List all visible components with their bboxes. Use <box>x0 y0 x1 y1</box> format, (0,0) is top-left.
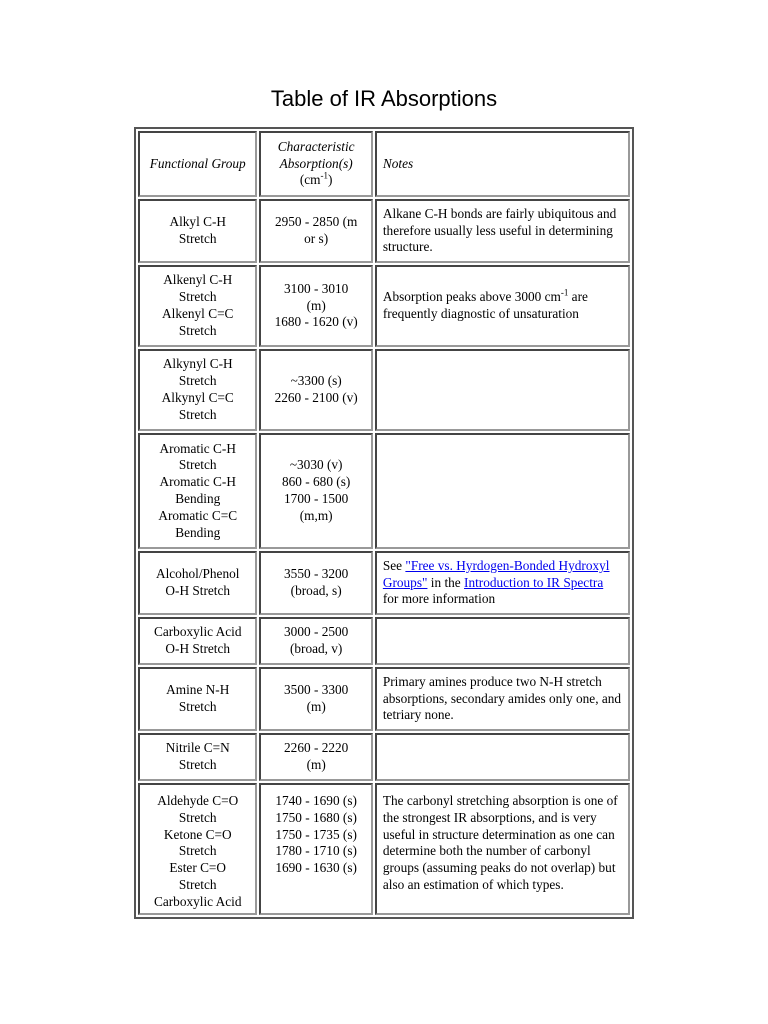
table-row <box>138 265 630 347</box>
notes-cell: Primary amines produce two N-H stretch absorptions, secondary amides only one, and tetriary none. <box>375 667 630 731</box>
functional-group-cell: Alkynyl C-H Stretch Alkynyl C=C Stretch <box>138 349 257 431</box>
notes-cell <box>375 733 630 781</box>
functional-group-cell: Alkyl C-H Stretch <box>138 199 257 263</box>
table-row <box>138 433 630 549</box>
functional-group-cell: Aldehyde C=O Stretch Ketone C=O Stretch Ester C=O Stretch Carboxylic Acid <box>138 783 257 915</box>
table-row <box>138 199 630 263</box>
absorption-cell: 1740 - 1690 (s) 1750 - 1680 (s) 1750 - 1735 (s) 1780 - 1710 (s) 1690 - 1630 (s) <box>259 783 372 915</box>
absorption-cell: 2950 - 2850 (m or s) <box>259 199 372 263</box>
notes-cell: Alkane C-H bonds are fairly ubiquitous and therefore usually less useful in determining structure. <box>375 199 630 263</box>
notes-cell: The carbonyl stretching absorption is one of the strongest IR absorptions, and is very useful in structure determination as one can determine both the number of carbonyl groups (assuming peaks do not overlap) but also an estimation of which types. <box>375 783 630 915</box>
notes-cell: Absorption peaks above 3000 $cm^{-1}$ are frequently diagnostic of unsaturation <box>375 265 630 347</box>
header-functional-group: Functional Group <box>138 131 257 197</box>
functional-group-cell: Alkenyl C-H Stretch Alkenyl C=C Stretch <box>138 265 257 347</box>
absorption-cell: 3550 - 3200 (broad, s) <box>259 551 372 615</box>
functional-group-cell: Alcohol/Phenol O-H Stretch <box>138 551 257 615</box>
functional-group-cell: Nitrile C=N Stretch <box>138 733 257 781</box>
table-row <box>138 783 630 915</box>
absorption-cell: ~3300 (s) 2260 - 2100 (v) <box>259 349 372 431</box>
table-header-row <box>138 131 630 197</box>
ir-absorptions-table <box>134 127 634 919</box>
notes-cell: See "Free vs. Hyrdogen-Bonded Hydroxyl Groups" in the Introduction to IR Spectra for more information <box>375 551 630 615</box>
table-row <box>138 733 630 781</box>
absorption-cell: 2260 - 2220 (m) <box>259 733 372 781</box>
table-row <box>138 551 630 615</box>
notes-cell <box>375 349 630 431</box>
absorption-cell: 3000 - 2500 (broad, v) <box>259 617 372 665</box>
header-notes: Notes <box>375 131 630 197</box>
free-vs-hydrogen-bonded-link[interactable]: "Free vs. Hyrdogen-Bonded Hydroxyl Groups" <box>382 557 610 590</box>
page-title: Table of IR Absorptions <box>270 86 498 111</box>
functional-group-cell: Aromatic C-H Stretch Aromatic C-H Bending Aromatic C=C Bending <box>138 433 257 549</box>
notes-cell <box>375 433 630 549</box>
introduction-to-ir-spectra-link[interactable]: Introduction to IR Spectra <box>464 574 604 590</box>
notes-cell <box>375 617 630 665</box>
table-row <box>138 349 630 431</box>
header-absorption-unit: $(cm^{-1})$ <box>299 170 333 188</box>
table-row <box>138 617 630 665</box>
header-characteristic-absorption <box>259 131 372 197</box>
header-absorption-label: Characteristic Absorption(s) <box>277 138 355 171</box>
absorption-cell: 3500 - 3300 (m) <box>259 667 372 731</box>
functional-group-cell: Amine N-H Stretch <box>138 667 257 731</box>
table-row <box>138 667 630 731</box>
absorption-cell: 3100 - 3010 (m) 1680 - 1620 (v) <box>259 265 372 347</box>
absorption-cell: ~3030 (v) 860 - 680 (s) 1700 - 1500 (m,m) <box>259 433 372 549</box>
functional-group-cell: Carboxylic Acid O-H Stretch <box>138 617 257 665</box>
